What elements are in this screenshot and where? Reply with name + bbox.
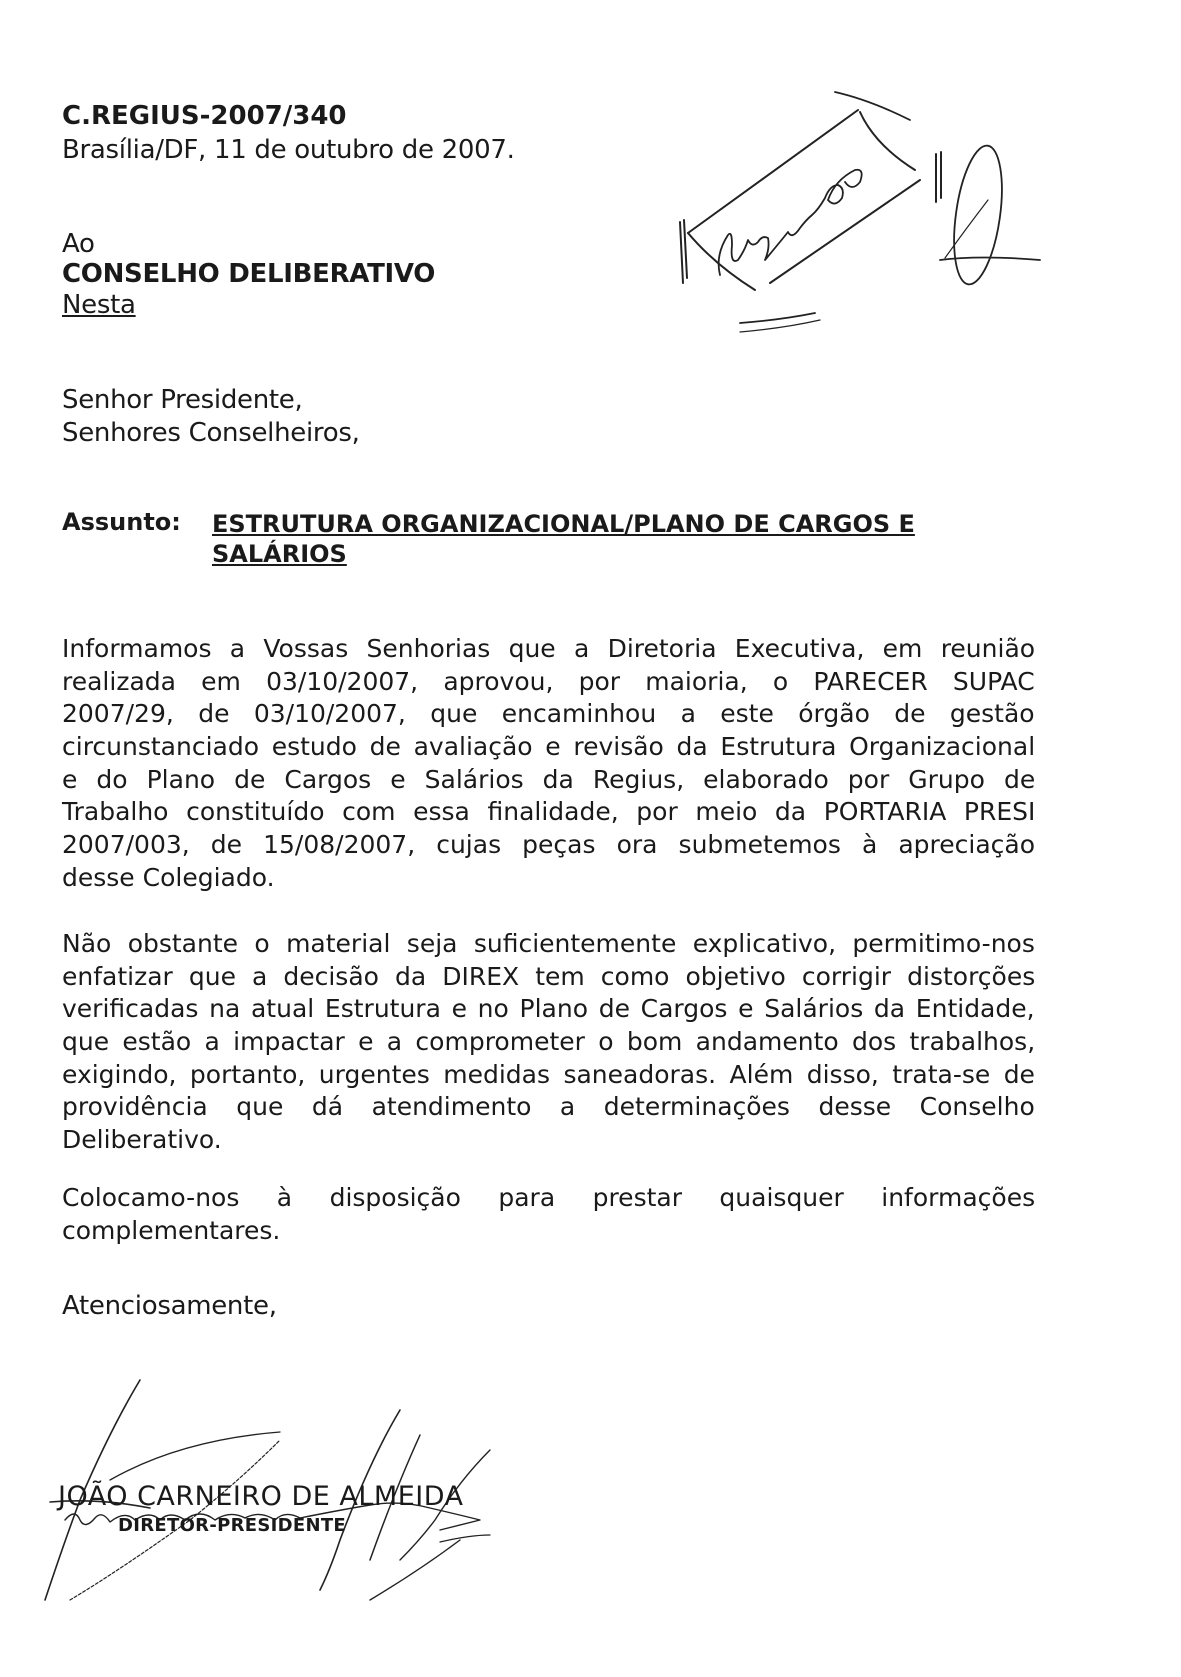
place-date: Brasília/DF, 11 de outubro de 2007. bbox=[62, 135, 515, 165]
paragraph-line: complementares. bbox=[62, 1215, 281, 1245]
paragraph-line: circunstanciado estudo de avaliação e revisão da Estrutura Organizacional bbox=[62, 732, 1036, 762]
paragraph-line: enfatizar que a decisão da DIREX tem como objetivo corrigir distorções bbox=[62, 961, 1036, 991]
body-paragraph-1 bbox=[62, 633, 1035, 895]
paragraph-line: Trabalho constituído com essa finalidade, por meio da PORTARIA PRESI bbox=[62, 797, 1036, 827]
subject-line-2: SALÁRIOS bbox=[212, 540, 347, 568]
subject-label: Assunto: bbox=[62, 508, 181, 536]
paragraph-line: Informamos a Vossas Senhorias que a Diretoria Executiva, em reunião bbox=[62, 634, 1036, 663]
paragraph-line: 2007/29, de 03/10/2007, que encaminhou a este órgão de gestão bbox=[62, 699, 1035, 729]
paragraph-line: que estão a impactar e a comprometer o bom andamento dos trabalhos, bbox=[62, 1027, 1036, 1057]
subject-line-1: ESTRUTURA ORGANIZACIONAL/PLANO DE CARGOS E bbox=[212, 510, 915, 538]
paragraph-line: Deliberativo. bbox=[62, 1125, 222, 1155]
paragraph-line: e do Plano de Cargos e Salários da Regius, elaborado por Grupo de bbox=[62, 764, 1036, 794]
body-paragraph-3 bbox=[62, 1182, 1035, 1247]
paragraph-line: verificadas na atual Estrutura e no Plano de Cargos e Salários da Entidade, bbox=[62, 994, 1035, 1024]
recipient-prefix: Ao bbox=[62, 229, 95, 259]
closing-text: Atenciosamente, bbox=[62, 1291, 277, 1321]
recipient-name: CONSELHO DELIBERATIVO bbox=[62, 259, 436, 289]
paragraph-line: Não obstante o material seja suficientemente explicativo, permitimo-nos bbox=[62, 929, 1035, 958]
body-paragraph-2 bbox=[62, 928, 1035, 1157]
paragraph-line: desse Colegiado. bbox=[62, 862, 275, 892]
greeting-line-2: Senhores Conselheiros, bbox=[62, 418, 360, 448]
archive-annotation-drawing bbox=[620, 70, 1000, 330]
document-reference: C.REGIUS-2007/340 bbox=[62, 101, 347, 131]
greeting-line-1: Senhor Presidente, bbox=[62, 385, 303, 415]
signatory-name: JOÃO CARNEIRO DE ALMEIDA bbox=[58, 1481, 464, 1512]
signatory-title: DIRETOR-PRESIDENTE bbox=[118, 1515, 346, 1536]
paragraph-line: 2007/003, de 15/08/2007, cujas peças ora submetemos à apreciação bbox=[62, 830, 1036, 860]
paragraph-line: realizada em 03/10/2007, aprovou, por maioria, o PARECER SUPAC bbox=[62, 666, 1035, 696]
paragraph-line: Colocamo-nos à disposição para prestar quaisquer informações bbox=[62, 1183, 1036, 1212]
paragraph-line: exigindo, portanto, urgentes medidas saneadoras. Além disso, trata-se de bbox=[62, 1059, 1035, 1089]
paragraph-line: providência que dá atendimento a determinações desse Conselho bbox=[62, 1092, 1035, 1122]
recipient-location: Nesta bbox=[62, 290, 136, 320]
